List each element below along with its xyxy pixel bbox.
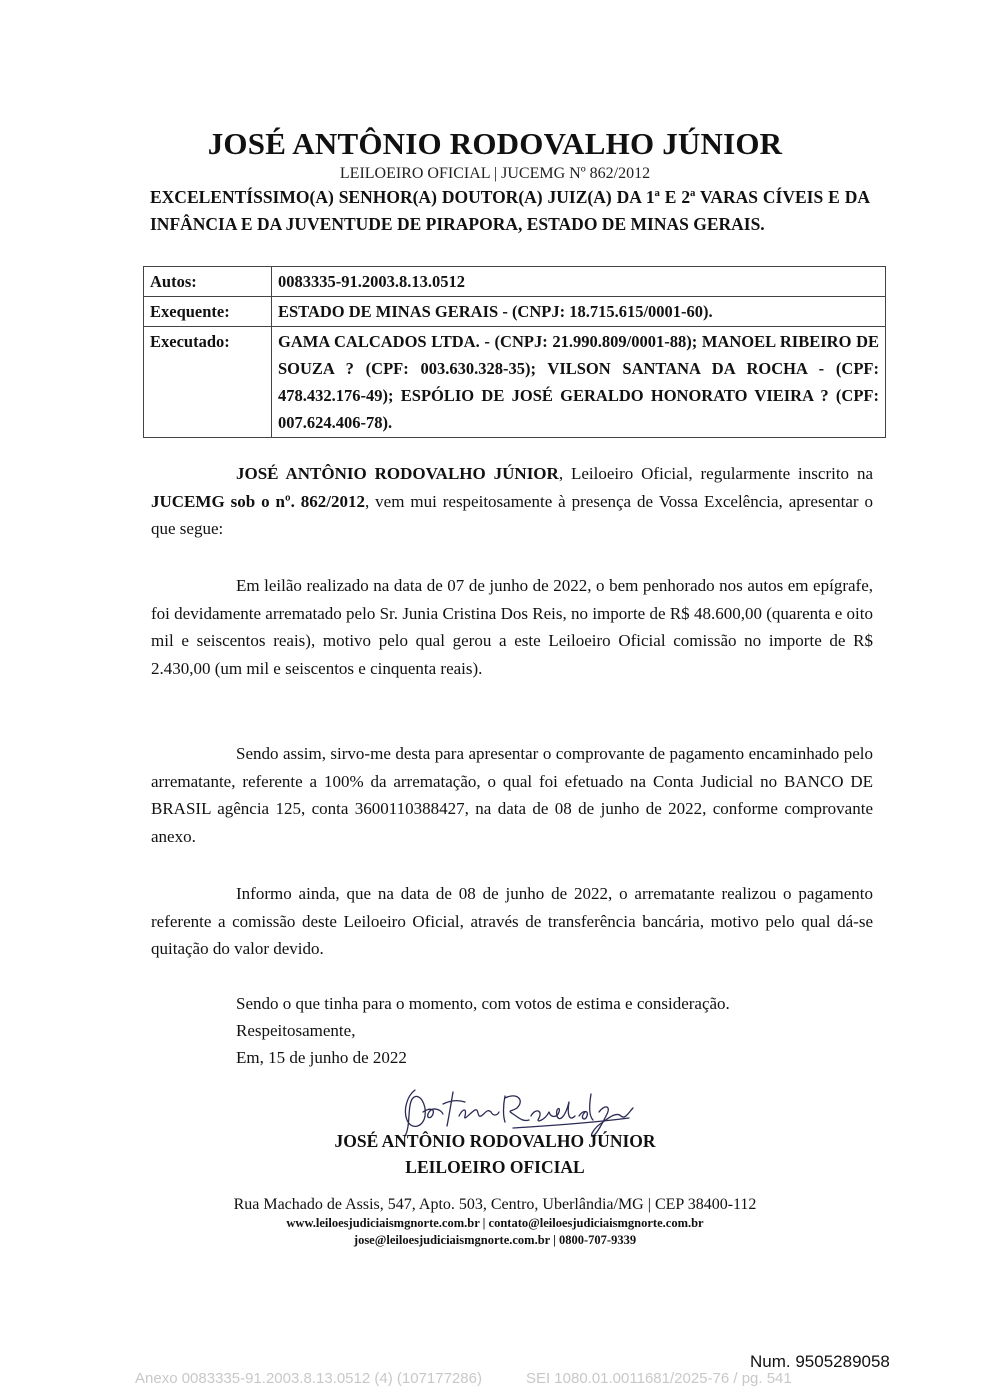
addressee-heading: EXCELENTÍSSIMO(A) SENHOR(A) DOUTOR(A) JUIZ(A) DA 1ª E 2ª VARAS CÍVEIS E DA INFÂNCIA E DA JUVENTUDE DE PIRAPORA, ESTADO DE MINAS GERAIS. xyxy=(150,187,870,234)
commission-paragraph xyxy=(151,880,873,963)
document-author-name: JOSÉ ANTÔNIO RODOVALHO JÚNIOR xyxy=(207,126,783,161)
table-row xyxy=(144,327,886,438)
case-info-table xyxy=(143,266,886,438)
closing-line: Sendo o que tinha para o momento, com votos de estima e consideração. xyxy=(236,994,730,1013)
intro-registry: JUCEMG sob o nº. 862/2012 xyxy=(151,491,365,511)
case-label-autos: Autos: xyxy=(144,267,272,297)
intro-name: JOSÉ ANTÔNIO RODOVALHO JÚNIOR xyxy=(236,464,559,483)
intro-text-1: , Leiloeiro Oficial, regularmente inscrito na xyxy=(558,464,873,483)
sei-reference: SEI 1080.01.0011681/2025-76 / pg. 541 xyxy=(525,1370,792,1387)
auction-paragraph xyxy=(151,572,873,682)
case-value-executado: GAMA CALCADOS LTDA. - (CNPJ: 21.990.809/0001-88); MANOEL RIBEIRO DE SOUZA ? (CPF: 003.630.328-35); VILSON SANTANA DA ROCHA - (CPF: 478.432.176-49); ESPÓLIO DE JOSÉ GERALDO HONORATO VIEIRA ? (CPF: 007.624.406-78). xyxy=(272,327,886,438)
payment-paragraph xyxy=(151,740,873,850)
email-phone-contact: jose@leiloesjudiciaismgnorte.com.br | 0800-707-9339 xyxy=(353,1233,637,1247)
case-value-exequente: ESTADO DE MINAS GERAIS - (CNPJ: 18.715.615/0001-60). xyxy=(272,297,886,327)
annex-reference: Anexo 0083335-91.2003.8.13.0512 (4) (107177286) xyxy=(135,1370,482,1387)
closing-date: Em, 15 de junho de 2022 xyxy=(236,1048,407,1067)
case-label-exequente: Exequente: xyxy=(144,297,272,327)
case-label-executado: Executado: xyxy=(144,327,272,438)
table-row xyxy=(144,297,886,327)
document-number: Num. 9505289058 xyxy=(750,1352,890,1371)
table-row xyxy=(144,267,886,297)
case-value-autos: 0083335-91.2003.8.13.0512 xyxy=(272,267,886,297)
auction-text: Em leilão realizado na data de 07 de junho de 2022, o bem penhorado nos autos em epígrafe, foi devidamente arrematado pelo Sr. Junia Cristina Dos Reis, no importe de R$ 48.600,00 (quarenta e oito mil e seiscentos reais), motivo pelo qual gerou a este Leiloeiro Oficial comissão no importe de R$ 2.430,00 (um mil e seiscentos e cinquenta reais). xyxy=(151,576,873,678)
commission-text: Informo ainda, que na data de 08 de junho de 2022, o arrematante realizou o pagamento referente a comissão deste Leiloeiro Oficial, através de transferência bancária, motivo pelo qual dá-se quitação do valor devido. xyxy=(151,884,873,958)
website-contact: www.leiloesjudiciaismgnorte.com.br | contato@leiloesjudiciaismgnorte.com.br xyxy=(286,1216,704,1230)
intro-text-2: , vem mui respeitosamente à presença de Vossa Excelência, apresentar o que segue: xyxy=(151,491,873,538)
annex-footer xyxy=(135,1370,792,1387)
payment-text: Sendo assim, sirvo-me desta para apresentar o comprovante de pagamento encaminhado pelo arrematante, referente a 100% da arrematação, o qual foi efetuado na Conta Judicial no BANCO DE BRASIL agência 125, conta 3600110388427, na data de 08 de junho de 2022, conforme comprovante anexo. xyxy=(151,744,873,846)
office-address: Rua Machado de Assis, 547, Apto. 503, Centro, Uberlândia/MG | CEP 38400-112 xyxy=(233,1196,757,1213)
signatory-role: LEILOEIRO OFICIAL xyxy=(405,1157,585,1177)
signatory-name: JOSÉ ANTÔNIO RODOVALHO JÚNIOR xyxy=(334,1131,656,1151)
author-registration: LEILOEIRO OFICIAL | JUCEMG Nº 862/2012 xyxy=(339,165,651,182)
intro-paragraph xyxy=(151,460,873,543)
closing-regards: Respeitosamente, xyxy=(236,1021,356,1040)
